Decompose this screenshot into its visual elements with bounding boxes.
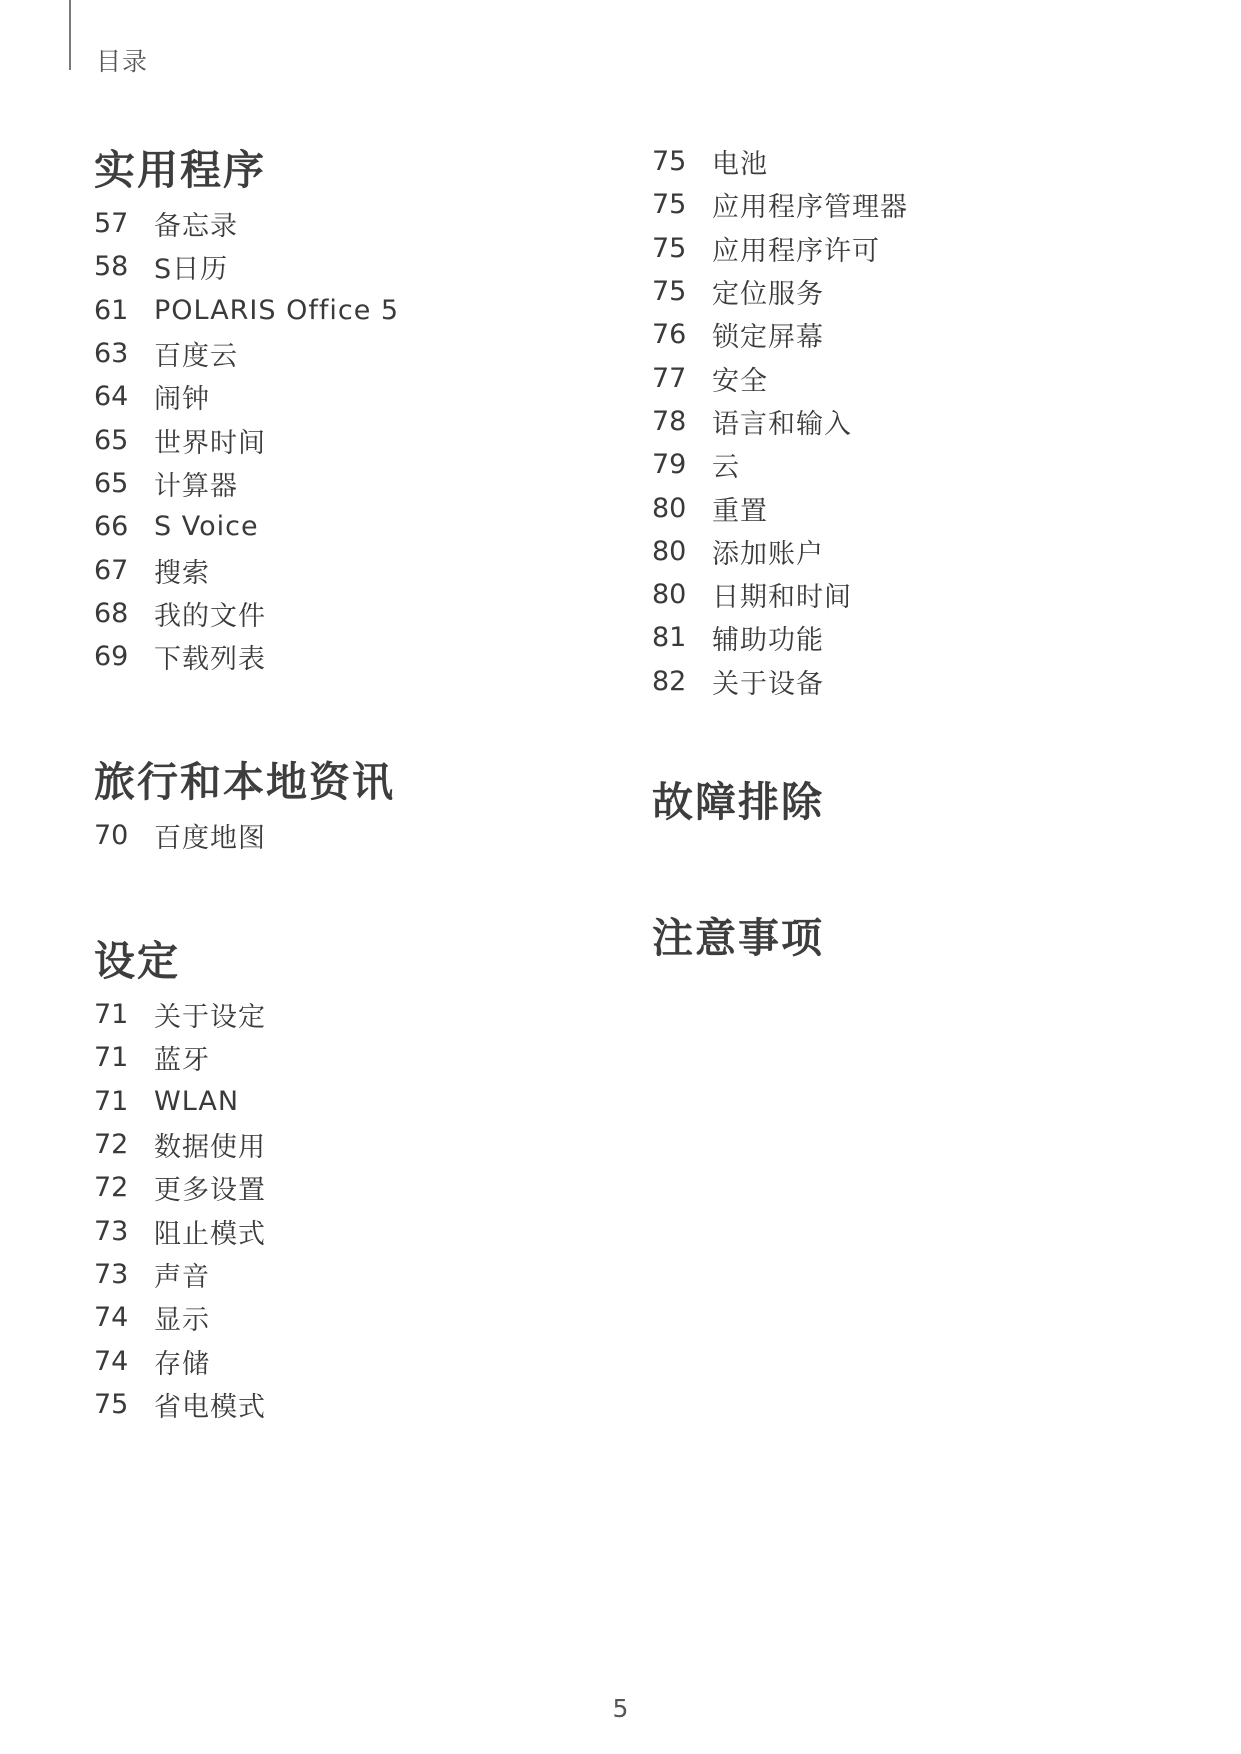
toc-section-utilities [94, 144, 399, 678]
entry-page-number: 75 [652, 189, 687, 221]
toc-entry[interactable] [94, 1339, 266, 1382]
entry-title: 存储 [154, 1348, 210, 1380]
toc-section-settings [94, 935, 266, 1426]
entry-title: 添加账户 [712, 538, 824, 570]
toc-entry[interactable] [94, 1296, 266, 1339]
toc-entry[interactable] [652, 140, 908, 183]
toc-entry[interactable] [652, 183, 908, 226]
toc-section-travel [94, 756, 395, 857]
toc-entry[interactable] [94, 1253, 266, 1296]
entry-title: S日历 [154, 254, 229, 286]
entry-page-number: 65 [94, 424, 129, 456]
entry-title: 备忘录 [154, 211, 238, 243]
entry-page-number: 66 [94, 511, 129, 543]
entry-title: 辅助功能 [712, 625, 824, 657]
entry-title: 我的文件 [154, 600, 266, 632]
entry-title: 搜索 [154, 557, 210, 589]
entry-page-number: 63 [94, 338, 129, 370]
entry-page-number: 75 [652, 232, 687, 264]
entry-title: 重置 [712, 495, 768, 527]
toc-entry[interactable] [94, 289, 399, 332]
entry-page-number: 76 [652, 319, 687, 351]
entry-title: 锁定屏幕 [712, 322, 824, 354]
entry-title: S Voice [154, 511, 259, 543]
section-title: 旅行和本地资讯 [94, 758, 395, 806]
toc-entry[interactable] [94, 1123, 266, 1166]
entry-page-number: 80 [652, 535, 687, 567]
entry-page-number: 81 [652, 622, 687, 654]
toc-entry[interactable] [652, 616, 908, 659]
entry-page-number: 57 [94, 208, 129, 240]
toc-entry[interactable] [94, 505, 399, 548]
entry-title: 云 [712, 452, 740, 484]
entry-page-number: 71 [94, 1085, 129, 1117]
section-title: 注意事项 [652, 914, 824, 962]
entry-title: 省电模式 [154, 1391, 266, 1423]
entry-title: 声音 [154, 1261, 210, 1293]
toc-entry[interactable] [94, 635, 399, 678]
toc-section-settings-continued [652, 140, 908, 703]
toc-entry[interactable] [94, 814, 395, 857]
toc-entry[interactable] [652, 313, 908, 356]
toc-entry[interactable] [652, 400, 908, 443]
entry-title: 百度云 [154, 341, 238, 373]
entry-title: 百度地图 [154, 823, 266, 855]
entry-page-number: 61 [94, 294, 129, 326]
toc-entry[interactable] [94, 1036, 266, 1079]
toc-section-precautions[interactable] [652, 912, 824, 964]
toc-entry[interactable] [94, 1080, 266, 1123]
toc-entry[interactable] [652, 443, 908, 486]
entry-title: 日期和时间 [712, 582, 852, 614]
entry-page-number: 80 [652, 492, 687, 524]
entry-title: 应用程序管理器 [712, 192, 908, 224]
entry-page-number: 79 [652, 449, 687, 481]
entry-page-number: 64 [94, 381, 129, 413]
entry-title: 数据使用 [154, 1132, 266, 1164]
entry-title: 下载列表 [154, 644, 266, 676]
header-rule [69, 0, 71, 70]
toc-entry[interactable] [94, 548, 399, 591]
entry-page-number: 68 [94, 597, 129, 629]
entry-title: 蓝牙 [154, 1045, 210, 1077]
toc-entry[interactable] [94, 1209, 266, 1252]
entry-page-number: 74 [94, 1302, 129, 1334]
entry-page-number: 69 [94, 641, 129, 673]
entry-title: 显示 [154, 1305, 210, 1337]
toc-entry[interactable] [94, 462, 399, 505]
toc-entry[interactable] [94, 375, 399, 418]
toc-entry[interactable] [652, 270, 908, 313]
toc-entry[interactable] [94, 1166, 266, 1209]
toc-entry[interactable] [94, 202, 399, 245]
toc-entry[interactable] [94, 993, 266, 1036]
toc-entry[interactable] [94, 418, 399, 461]
section-title: 实用程序 [94, 146, 266, 194]
toc-entry[interactable] [652, 356, 908, 399]
entry-page-number: 73 [94, 1258, 129, 1290]
entry-page-number: 65 [94, 467, 129, 499]
entry-title: 语言和输入 [712, 408, 852, 440]
entry-page-number: 71 [94, 999, 129, 1031]
entry-title: 关于设备 [712, 668, 824, 700]
entry-page-number: 77 [652, 362, 687, 394]
toc-entry[interactable] [94, 592, 399, 635]
page-number: 5 [612, 1694, 629, 1723]
entry-page-number: 80 [652, 579, 687, 611]
header-label: 目录 [96, 47, 149, 76]
entry-page-number: 72 [94, 1172, 129, 1204]
entry-title: 世界时间 [154, 427, 266, 459]
entry-title: 更多设置 [154, 1175, 266, 1207]
entry-page-number: 73 [94, 1215, 129, 1247]
toc-entry[interactable] [652, 227, 908, 270]
entry-title: 关于设定 [154, 1002, 266, 1034]
entry-title: 闹钟 [154, 384, 210, 416]
entry-title: 电池 [712, 149, 768, 181]
section-title: 故障排除 [652, 778, 824, 826]
entry-page-number: 72 [94, 1129, 129, 1161]
entry-page-number: 75 [652, 276, 687, 308]
toc-entry[interactable] [94, 245, 399, 288]
entry-page-number: 82 [652, 665, 687, 697]
entry-page-number: 67 [94, 554, 129, 586]
entry-page-number: 71 [94, 1042, 129, 1074]
entry-title: 阻止模式 [154, 1218, 266, 1250]
toc-entry[interactable] [94, 332, 399, 375]
toc-entry[interactable] [94, 1383, 266, 1426]
entry-title: POLARIS Office 5 [154, 294, 400, 326]
entry-title: 应用程序许可 [712, 235, 880, 267]
entry-title: WLAN [154, 1085, 240, 1117]
entry-page-number: 75 [94, 1388, 129, 1420]
entry-page-number: 70 [94, 820, 129, 852]
toc-entry[interactable] [652, 573, 908, 616]
entry-page-number: 74 [94, 1345, 129, 1377]
toc-entry[interactable] [652, 486, 908, 529]
section-title: 设定 [94, 937, 180, 985]
entry-page-number: 58 [94, 251, 129, 283]
entry-title: 定位服务 [712, 279, 824, 311]
entry-page-number: 75 [652, 146, 687, 178]
entry-title: 计算器 [154, 470, 238, 502]
toc-section-troubleshooting[interactable] [652, 776, 824, 828]
toc-entry[interactable] [652, 660, 908, 703]
entry-page-number: 78 [652, 405, 687, 437]
entry-title: 安全 [712, 365, 768, 397]
toc-entry[interactable] [652, 530, 908, 573]
